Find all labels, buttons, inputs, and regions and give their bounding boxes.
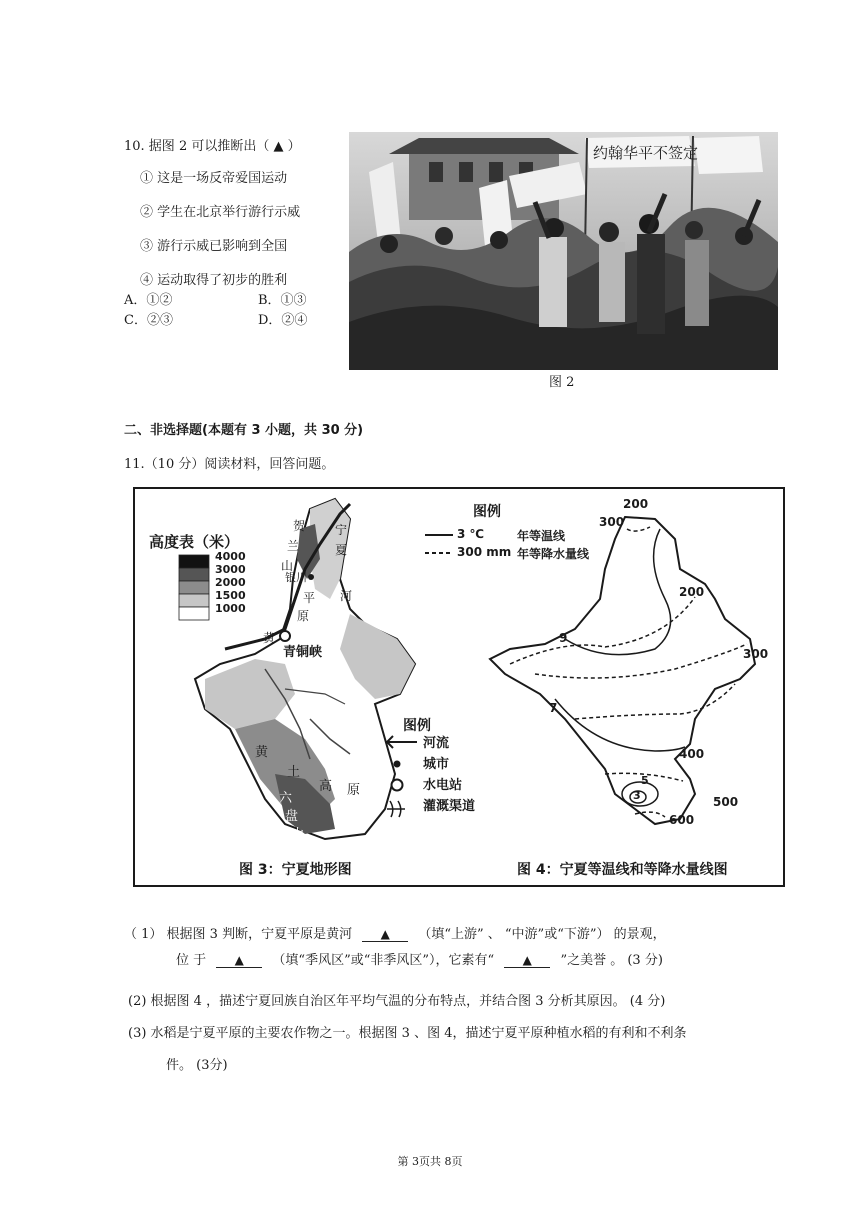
contour-600: 600 (669, 813, 695, 827)
contour-500: 500 (713, 795, 739, 809)
contour-5: 5 (641, 774, 649, 787)
label-yuan-2: 原 (347, 783, 361, 798)
label-shan-2: 山 (291, 827, 305, 842)
label-ning: 宁 (335, 523, 348, 537)
height-3000: 3000 (215, 563, 246, 576)
q11-sub3-line2: 件。 (3分) (166, 1058, 228, 1073)
legend-city: 城市 (423, 757, 450, 772)
height-swatch-1500 (179, 594, 209, 607)
q11-sub2: (2) 根据图 4 ，描述宁夏回族自治区年平均气温的分布特点，并结合图 3 分析其原因。 (4 分) (128, 994, 666, 1009)
map3-caption: 图 3：宁夏地形图 (239, 862, 352, 878)
q10-option-4: ④ 运动取得了初步的胜利 (140, 273, 288, 288)
hydropower-icon (392, 780, 403, 791)
label-tu: 土 (287, 765, 301, 780)
height-swatch-2000 (179, 581, 209, 594)
q10-option-2: ② 学生在北京举行游行示威 (140, 205, 301, 220)
contour-400: 400 (679, 747, 705, 761)
label-he: 贺 (293, 519, 306, 533)
label-liu: 六 (279, 791, 293, 806)
q10-stem: 10. 据图 2 可以推断出（ ▲ ） (124, 139, 301, 154)
answer-blank-3[interactable]: ▲ (504, 953, 550, 968)
height-1500: 1500 (215, 589, 246, 602)
answer-blank-2[interactable]: ▲ (216, 953, 262, 968)
label-pan: 盘 (285, 809, 299, 824)
city-icon (394, 761, 401, 768)
river-icon (387, 736, 417, 748)
contour-300-top: 300 (599, 515, 625, 529)
legend-solid-value: 3 ℃ (457, 527, 485, 541)
legend-canal: 灌溉渠道 (423, 799, 476, 814)
q11-sub1-part-c: 位 于 (176, 953, 207, 968)
label-huang-1: 黄 (263, 631, 276, 645)
q11-sub1-part-a: （ 1） 根据图 3 判断，宁夏平原是黄河 (124, 927, 353, 942)
q11-sub1-line2 (176, 952, 663, 970)
protest-photo (349, 132, 778, 370)
figure-2-caption: 图 2 (549, 375, 575, 390)
label-he-river: 河 (340, 589, 353, 603)
contour-200-top: 200 (623, 497, 649, 511)
canal-icon (387, 801, 405, 817)
legend-dashed-value: 300 mm (457, 545, 512, 559)
section-2-heading: 二、非选择题(本题有 3 小题，共 30 分) (124, 423, 364, 438)
contour-200-right: 200 (679, 585, 705, 599)
height-swatch-4000 (179, 555, 209, 568)
answer-blank-1[interactable]: ▲ (362, 927, 408, 942)
map3-legend-title: 图例 (403, 718, 431, 734)
label-qingtongxia: 青铜峡 (283, 645, 323, 660)
label-yinchuan: 银川 (285, 571, 307, 584)
q10-choice-c: C．②③ (124, 313, 173, 328)
q11-sub1-part-e: ”之美誉 。 (3 分) (560, 953, 663, 968)
height-2000: 2000 (215, 576, 246, 589)
map3-legend-list (423, 733, 475, 817)
q10-choice-d: D．②④ (258, 313, 308, 328)
q11-sub1-part-b: （填“上游” 、 “中游”或“下游”） 的景观， (418, 927, 666, 942)
legend-solid-label: 年等温线 (517, 529, 566, 543)
height-table-title: 高度表（米） (149, 533, 240, 551)
q11-sub3-line1: (3) 水稻是宁夏平原的主要农作物之一。根据图 3 、图 4，描述宁夏平原种植水稻的有利和不利条 (128, 1026, 687, 1041)
contour-300-right: 300 (743, 647, 769, 661)
maps-figure (133, 487, 785, 887)
map4-caption: 图 4：宁夏等温线和等降水量线图 (517, 862, 728, 878)
legend-dashed-label: 年等降水量线 (517, 547, 590, 561)
label-ping: 平 (303, 591, 316, 605)
height-values (215, 550, 246, 615)
q10-option-1: ① 这是一场反帝爱国运动 (140, 171, 288, 186)
q10-option-3: ③ 游行示威已影响到全国 (140, 239, 288, 254)
height-1000: 1000 (215, 602, 246, 615)
label-shan: 山 (281, 559, 294, 573)
legend-hydropower: 水电站 (423, 778, 463, 793)
label-gao: 高 (319, 779, 333, 794)
map4-legend-title: 图例 (473, 504, 501, 520)
height-4000: 4000 (215, 550, 246, 563)
q10-choice-a: A．①② (124, 293, 173, 308)
q11-sub1-line1 (124, 926, 666, 944)
label-yuan: 原 (297, 609, 310, 623)
height-swatch-3000 (179, 568, 209, 581)
label-huang-2: 黄 (255, 745, 269, 760)
contour-9: 9 (559, 631, 568, 645)
contour-3: 3 (633, 789, 641, 802)
q11-sub1-part-d: （填“季风区”或“非季风区”），它素有“ (272, 953, 495, 968)
label-lan: 兰 (287, 539, 300, 553)
page-number: 第 3页共 8页 (397, 1155, 463, 1168)
legend-river: 河流 (423, 736, 450, 751)
banner-text: 约翰华平不签定 (593, 144, 699, 162)
label-xia: 夏 (335, 543, 348, 557)
q10-choice-b: B．①③ (258, 293, 307, 308)
contour-7: 7 (549, 701, 558, 715)
height-swatch-1000 (179, 607, 209, 620)
ningxia-outline-map4 (490, 517, 755, 824)
q11-stem: 11.（10 分）阅读材料，回答问题。 (124, 457, 335, 472)
